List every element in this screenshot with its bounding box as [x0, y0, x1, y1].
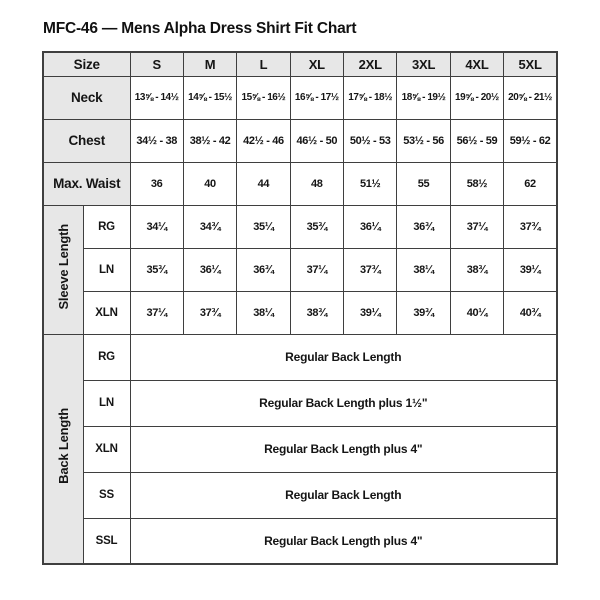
chest-value-cell: 46½ - 50: [290, 119, 343, 162]
sleeve-xln-value-cell: 40¾: [504, 291, 557, 334]
size-col-header-4xl: 4XL: [450, 52, 503, 76]
sleeve-xln-value-cell: 39¼: [344, 291, 397, 334]
max-waist-row: [43, 162, 557, 205]
sleeve-rg-value-cell: 34¼: [130, 205, 183, 248]
sleeve-rg-value-cell: 34¾: [183, 205, 236, 248]
size-col-header-3xl: 3XL: [397, 52, 450, 76]
back-xln-value-cell: Regular Back Length plus 4": [130, 426, 557, 472]
neck-value-cell: 13⅝ - 14½: [130, 76, 183, 119]
sleeve-rg-value-cell: 36¼: [344, 205, 397, 248]
sleeve-ln-value-cell: 37¾: [344, 248, 397, 291]
max-waist-row-label: Max. Waist: [43, 162, 130, 205]
back-ln-value-cell: Regular Back Length plus 1½": [130, 380, 557, 426]
max-waist-value-cell: 62: [504, 162, 557, 205]
neck-value-cell: 16⅝ - 17½: [290, 76, 343, 119]
back-ss-row: [43, 472, 557, 518]
max-waist-value-cell: 51½: [344, 162, 397, 205]
sleeve-ln-value-cell: 37¼: [290, 248, 343, 291]
back-xln-label: XLN: [83, 426, 130, 472]
back-length-group-cell: [43, 334, 83, 564]
sleeve-ln-value-cell: 39¼: [504, 248, 557, 291]
size-header-row: [43, 52, 557, 76]
sleeve-rg-value-cell: 36¾: [397, 205, 450, 248]
back-ss-label: SS: [83, 472, 130, 518]
back-rg-value-cell: Regular Back Length: [130, 334, 557, 380]
max-waist-value-cell: 44: [237, 162, 290, 205]
sleeve-length-group-cell: [43, 205, 83, 334]
sleeve-rg-value-cell: 37¾: [504, 205, 557, 248]
size-col-header-s: S: [130, 52, 183, 76]
back-ssl-row: [43, 518, 557, 564]
size-col-header-m: M: [183, 52, 236, 76]
neck-row-label: Neck: [43, 76, 130, 119]
size-col-header-5xl: 5XL: [504, 52, 557, 76]
sleeve-xln-row: [43, 291, 557, 334]
chest-value-cell: 59½ - 62: [504, 119, 557, 162]
back-rg-label: RG: [83, 334, 130, 380]
sleeve-ln-label: LN: [83, 248, 130, 291]
fit-chart-table: [42, 51, 558, 565]
neck-value-cell: 19⅝ - 20½: [450, 76, 503, 119]
back-length-group-label: Back Length: [55, 408, 71, 485]
chest-row: [43, 119, 557, 162]
sleeve-rg-value-cell: 35¼: [237, 205, 290, 248]
size-col-header-l: L: [237, 52, 290, 76]
chest-value-cell: 50½ - 53: [344, 119, 397, 162]
page-title: MFC-46 — Mens Alpha Dress Shirt Fit Chart: [43, 20, 357, 37]
sleeve-xln-value-cell: 37¼: [130, 291, 183, 334]
back-ln-row: [43, 380, 557, 426]
chest-value-cell: 42½ - 46: [237, 119, 290, 162]
chest-row-label: Chest: [43, 119, 130, 162]
neck-value-cell: 18⅝ - 19½: [397, 76, 450, 119]
chest-value-cell: 34½ - 38: [130, 119, 183, 162]
back-ssl-value-cell: Regular Back Length plus 4": [130, 518, 557, 564]
neck-value-cell: 17⅝ - 18½: [344, 76, 397, 119]
sleeve-xln-value-cell: 38¼: [237, 291, 290, 334]
sleeve-ln-value-cell: 36¾: [237, 248, 290, 291]
size-col-header-xl: XL: [290, 52, 343, 76]
chest-value-cell: 38½ - 42: [183, 119, 236, 162]
sleeve-xln-label: XLN: [83, 291, 130, 334]
sleeve-ln-value-cell: 38¼: [397, 248, 450, 291]
back-xln-row: [43, 426, 557, 472]
sleeve-ln-row: [43, 248, 557, 291]
chest-value-cell: 56½ - 59: [450, 119, 503, 162]
neck-value-cell: 14⅝ - 15½: [183, 76, 236, 119]
max-waist-value-cell: 40: [183, 162, 236, 205]
chest-value-cell: 53½ - 56: [397, 119, 450, 162]
sleeve-xln-value-cell: 37¾: [183, 291, 236, 334]
sleeve-ln-value-cell: 36¼: [183, 248, 236, 291]
sleeve-ln-value-cell: 35¾: [130, 248, 183, 291]
max-waist-value-cell: 48: [290, 162, 343, 205]
sleeve-rg-value-cell: 37¼: [450, 205, 503, 248]
neck-value-cell: 15⅝ - 16½: [237, 76, 290, 119]
sleeve-xln-value-cell: 38¾: [290, 291, 343, 334]
sleeve-length-group-label: Sleeve Length: [55, 224, 71, 310]
sleeve-rg-value-cell: 35¾: [290, 205, 343, 248]
max-waist-value-cell: 58½: [450, 162, 503, 205]
neck-row: [43, 76, 557, 119]
size-header-label: Size: [43, 52, 130, 76]
max-waist-value-cell: 55: [397, 162, 450, 205]
sleeve-xln-value-cell: 39¾: [397, 291, 450, 334]
max-waist-value-cell: 36: [130, 162, 183, 205]
sleeve-xln-value-cell: 40¼: [450, 291, 503, 334]
sleeve-rg-row: [43, 205, 557, 248]
sleeve-rg-label: RG: [83, 205, 130, 248]
back-rg-row: [43, 334, 557, 380]
back-ss-value-cell: Regular Back Length: [130, 472, 557, 518]
back-ln-label: LN: [83, 380, 130, 426]
back-ssl-label: SSL: [83, 518, 130, 564]
size-col-header-2xl: 2XL: [344, 52, 397, 76]
neck-value-cell: 20⅝ - 21½: [504, 76, 557, 119]
sleeve-ln-value-cell: 38¾: [450, 248, 503, 291]
